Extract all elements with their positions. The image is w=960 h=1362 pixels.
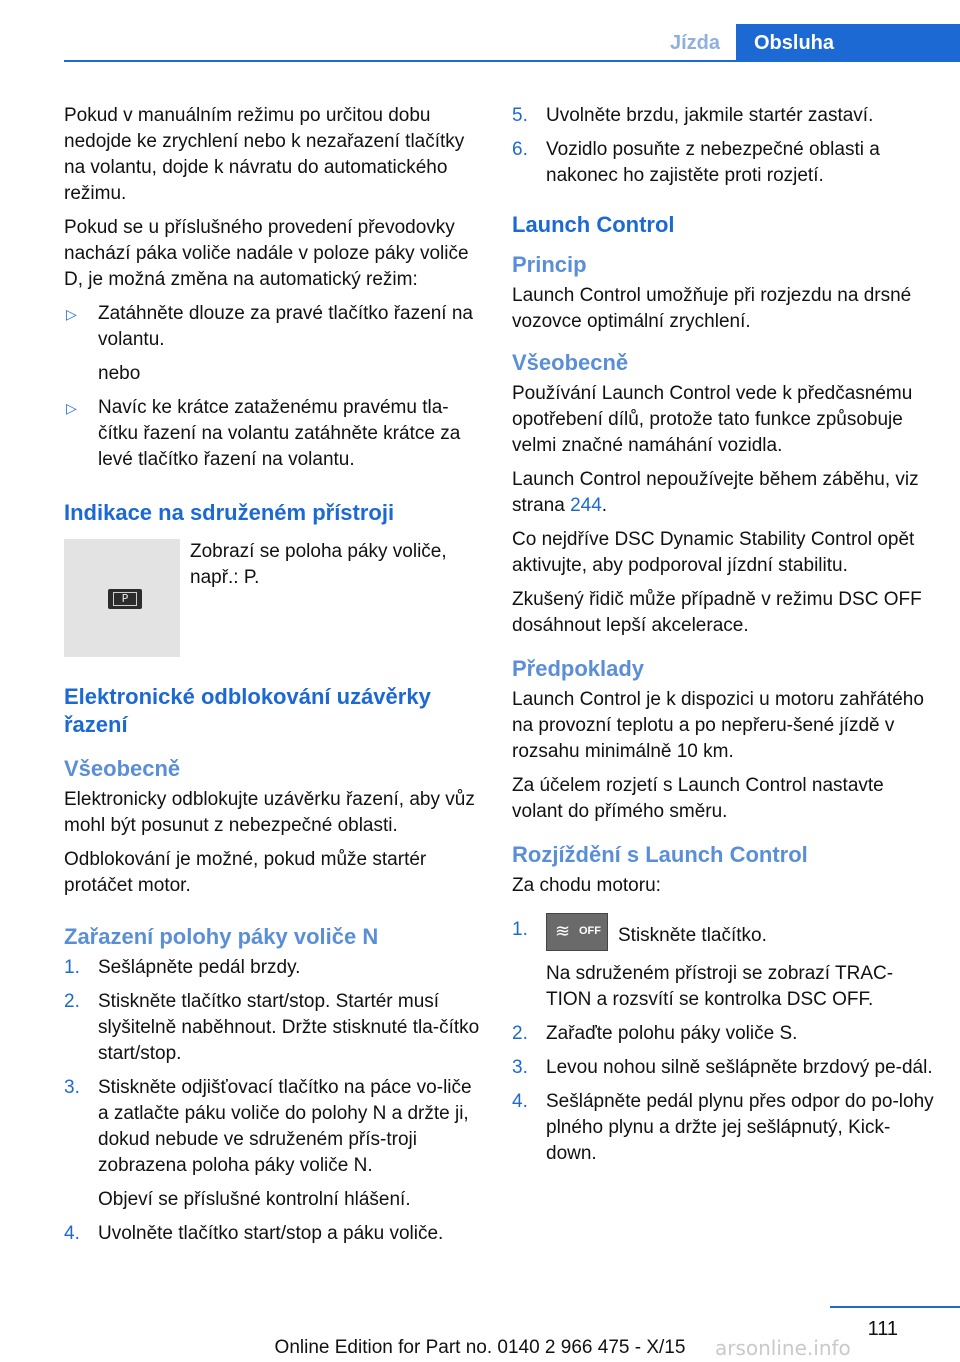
list-item-text: Navíc ke krátce zataženému pravému tla‐čítku řazení na volantu zatáhněte krátce za levé tlačítko řazení na volantu. xyxy=(98,397,461,470)
paragraph xyxy=(512,467,936,519)
step-text: Stiskněte tlačítko start/stop. Startér musí slyšitelně naběhnout. Držte stisknuté tla‐čítko start/stop. xyxy=(98,991,480,1064)
indicator-block xyxy=(64,539,486,657)
paragraph: Používání Launch Control vede k předčasnému opotřebení dílů, protože tato funkce způsobuje velmi značné namáhání vozidla. xyxy=(512,383,913,456)
indicator-text: Zobrazí se poloha páky voliče, např.: P. xyxy=(190,541,447,588)
tab-jizda[interactable]: Jízda xyxy=(669,32,721,54)
paragraph: Elektronicky odblokujte uzávěrku řazení, aby vůz mohl být posunut z nebezpečné oblasti. xyxy=(64,789,475,836)
paragraph: Zkušený řidič může případně v režimu DSC OFF dosáhnout lepší akcelerace. xyxy=(512,589,922,636)
gear-indicator-label: P xyxy=(113,592,137,606)
watermark: arsonline.info xyxy=(715,1336,851,1360)
paragraph: Za účelem rozjetí s Launch Control nastavte volant do přímého směru. xyxy=(512,775,884,822)
triangle-bullet-icon: ▷ xyxy=(66,306,77,322)
step-number: 1. xyxy=(512,919,528,940)
paragraph: Pokud se u příslušného provedení převodovky nachází páka voliče nadále v poloze páky voliče D, je možná změna na automatický režim: xyxy=(64,217,469,290)
tab-obsluha[interactable]: Obsluha xyxy=(736,24,960,62)
list-item xyxy=(64,301,486,353)
heading-indikace: Indikace na sdruženém přístroji xyxy=(64,500,395,525)
list-item xyxy=(64,989,486,1067)
heading-launch-control: Launch Control xyxy=(512,212,675,237)
step-number: 2. xyxy=(512,1023,528,1044)
subheading-rozjizdeni: Rozjíždění s Launch Control xyxy=(512,842,808,867)
step-number: 4. xyxy=(64,1223,80,1244)
subheading-vseobecne: Všeobecně xyxy=(512,350,629,375)
step-text: Vozidlo posuňte z nebezpečné oblasti a nakonec ho zajistěte proti rozjetí. xyxy=(546,139,880,186)
step-text: Uvolněte brzdu, jakmile startér zastaví. xyxy=(546,105,874,126)
page-number: 111 xyxy=(867,1318,898,1340)
paragraph-text: Launch Control nepoužívejte během záběhu, viz strana xyxy=(512,469,919,516)
edition-text: Online Edition for Part no. 0140 2 966 475 - X/15 xyxy=(274,1337,686,1358)
paragraph: Co nejdříve DSC Dynamic Stability Control opět aktivujte, aby podporoval jízdní stabilitu. xyxy=(512,529,915,576)
paragraph: Launch Control umožňuje při rozjezdu na drsné vozovce optimální zrychlení. xyxy=(512,285,912,332)
heading-elektronicke: Elektronické odblokování uzávěrky řazení xyxy=(64,684,431,737)
list-item xyxy=(64,1075,486,1179)
paragraph-text: . xyxy=(601,495,608,516)
paragraph: Launch Control je k dispozici u motoru zahřátého na provozní teplotu a po nepřeru‐šené jízdě v rozsahu minimálně 10 km. xyxy=(512,689,924,762)
list-item xyxy=(512,103,936,129)
step-text: Sešlápněte pedál brzdy. xyxy=(98,957,301,978)
step-number: 2. xyxy=(64,991,80,1012)
footer-rule xyxy=(830,1306,960,1308)
step-number: 5. xyxy=(512,105,528,126)
subheading-zarazeni: Zařazení polohy páky voliče N xyxy=(64,924,379,949)
subheading-vseobecne: Všeobecně xyxy=(64,756,181,781)
step-text: Stiskněte tlačítko. xyxy=(618,925,767,947)
step-number: 6. xyxy=(512,139,528,160)
list-item xyxy=(512,917,936,955)
subheading-predpoklady: Předpoklady xyxy=(512,656,645,681)
paragraph: Odblokování je možné, pokud může startér protáčet motor. xyxy=(64,849,427,896)
step-text: Levou nohou silně sešlápněte brzdový pe‐dál. xyxy=(546,1057,933,1078)
list-item xyxy=(512,1089,936,1167)
step-text: Sešlápněte pedál plynu přes odpor do po‐lohy plného plynu a držte jej sešlápnutý, Kick-down. xyxy=(546,1091,934,1164)
list-item xyxy=(64,1221,486,1247)
step-sub-text: Na sdruženém přístroji se zobrazí TRAC‐TION a rozsvítí se kontrolka DSC OFF. xyxy=(546,963,894,1010)
list-item-sub: nebo xyxy=(98,363,141,384)
step-number: 3. xyxy=(64,1077,80,1098)
subheading-princip: Princip xyxy=(512,252,587,277)
list-item xyxy=(512,137,936,189)
triangle-bullet-icon: ▷ xyxy=(66,400,77,416)
instrument-cluster-image xyxy=(64,539,180,657)
right-column xyxy=(512,103,936,1175)
header-rule xyxy=(64,60,960,62)
step-number: 3. xyxy=(512,1057,528,1078)
list-item xyxy=(512,1021,936,1047)
paragraph: Pokud v manuálním režimu po určitou dobu nedojde ke zrychlení nebo k nezařazení tlačítky na volantu, dojde k návratu do automatického režimu. xyxy=(64,105,465,204)
step-text: Stiskněte odjišťovací tlačítko na páce vo‐liče a zatlačte páku voliče do polohy N a držte ji, dokud nebude ve sdruženém přís‐troji zobrazena poloha páky voliče N. xyxy=(98,1077,472,1176)
paragraph: Za chodu motoru: xyxy=(512,875,661,896)
list-item-text: Zatáhněte dlouze za pravé tlačítko řazení na volantu. xyxy=(98,303,473,350)
step-sub-text: Objeví se příslušné kontrolní hlášení. xyxy=(98,1189,411,1210)
page-link[interactable]: 244 xyxy=(570,495,602,516)
left-column xyxy=(64,103,486,1255)
dsc-off-button-icon: ≋ OFF xyxy=(546,913,608,951)
list-item xyxy=(64,395,486,473)
list-item xyxy=(64,955,486,981)
gear-indicator-icon xyxy=(108,589,142,609)
list-item xyxy=(512,1055,936,1081)
step-text: Uvolněte tlačítko start/stop a páku voliče. xyxy=(98,1223,444,1244)
step-number: 1. xyxy=(64,957,80,978)
step-number: 4. xyxy=(512,1091,528,1112)
dsc-off-label: OFF xyxy=(579,925,601,937)
step-text: Zařaďte polohu páky voliče S. xyxy=(546,1023,798,1044)
